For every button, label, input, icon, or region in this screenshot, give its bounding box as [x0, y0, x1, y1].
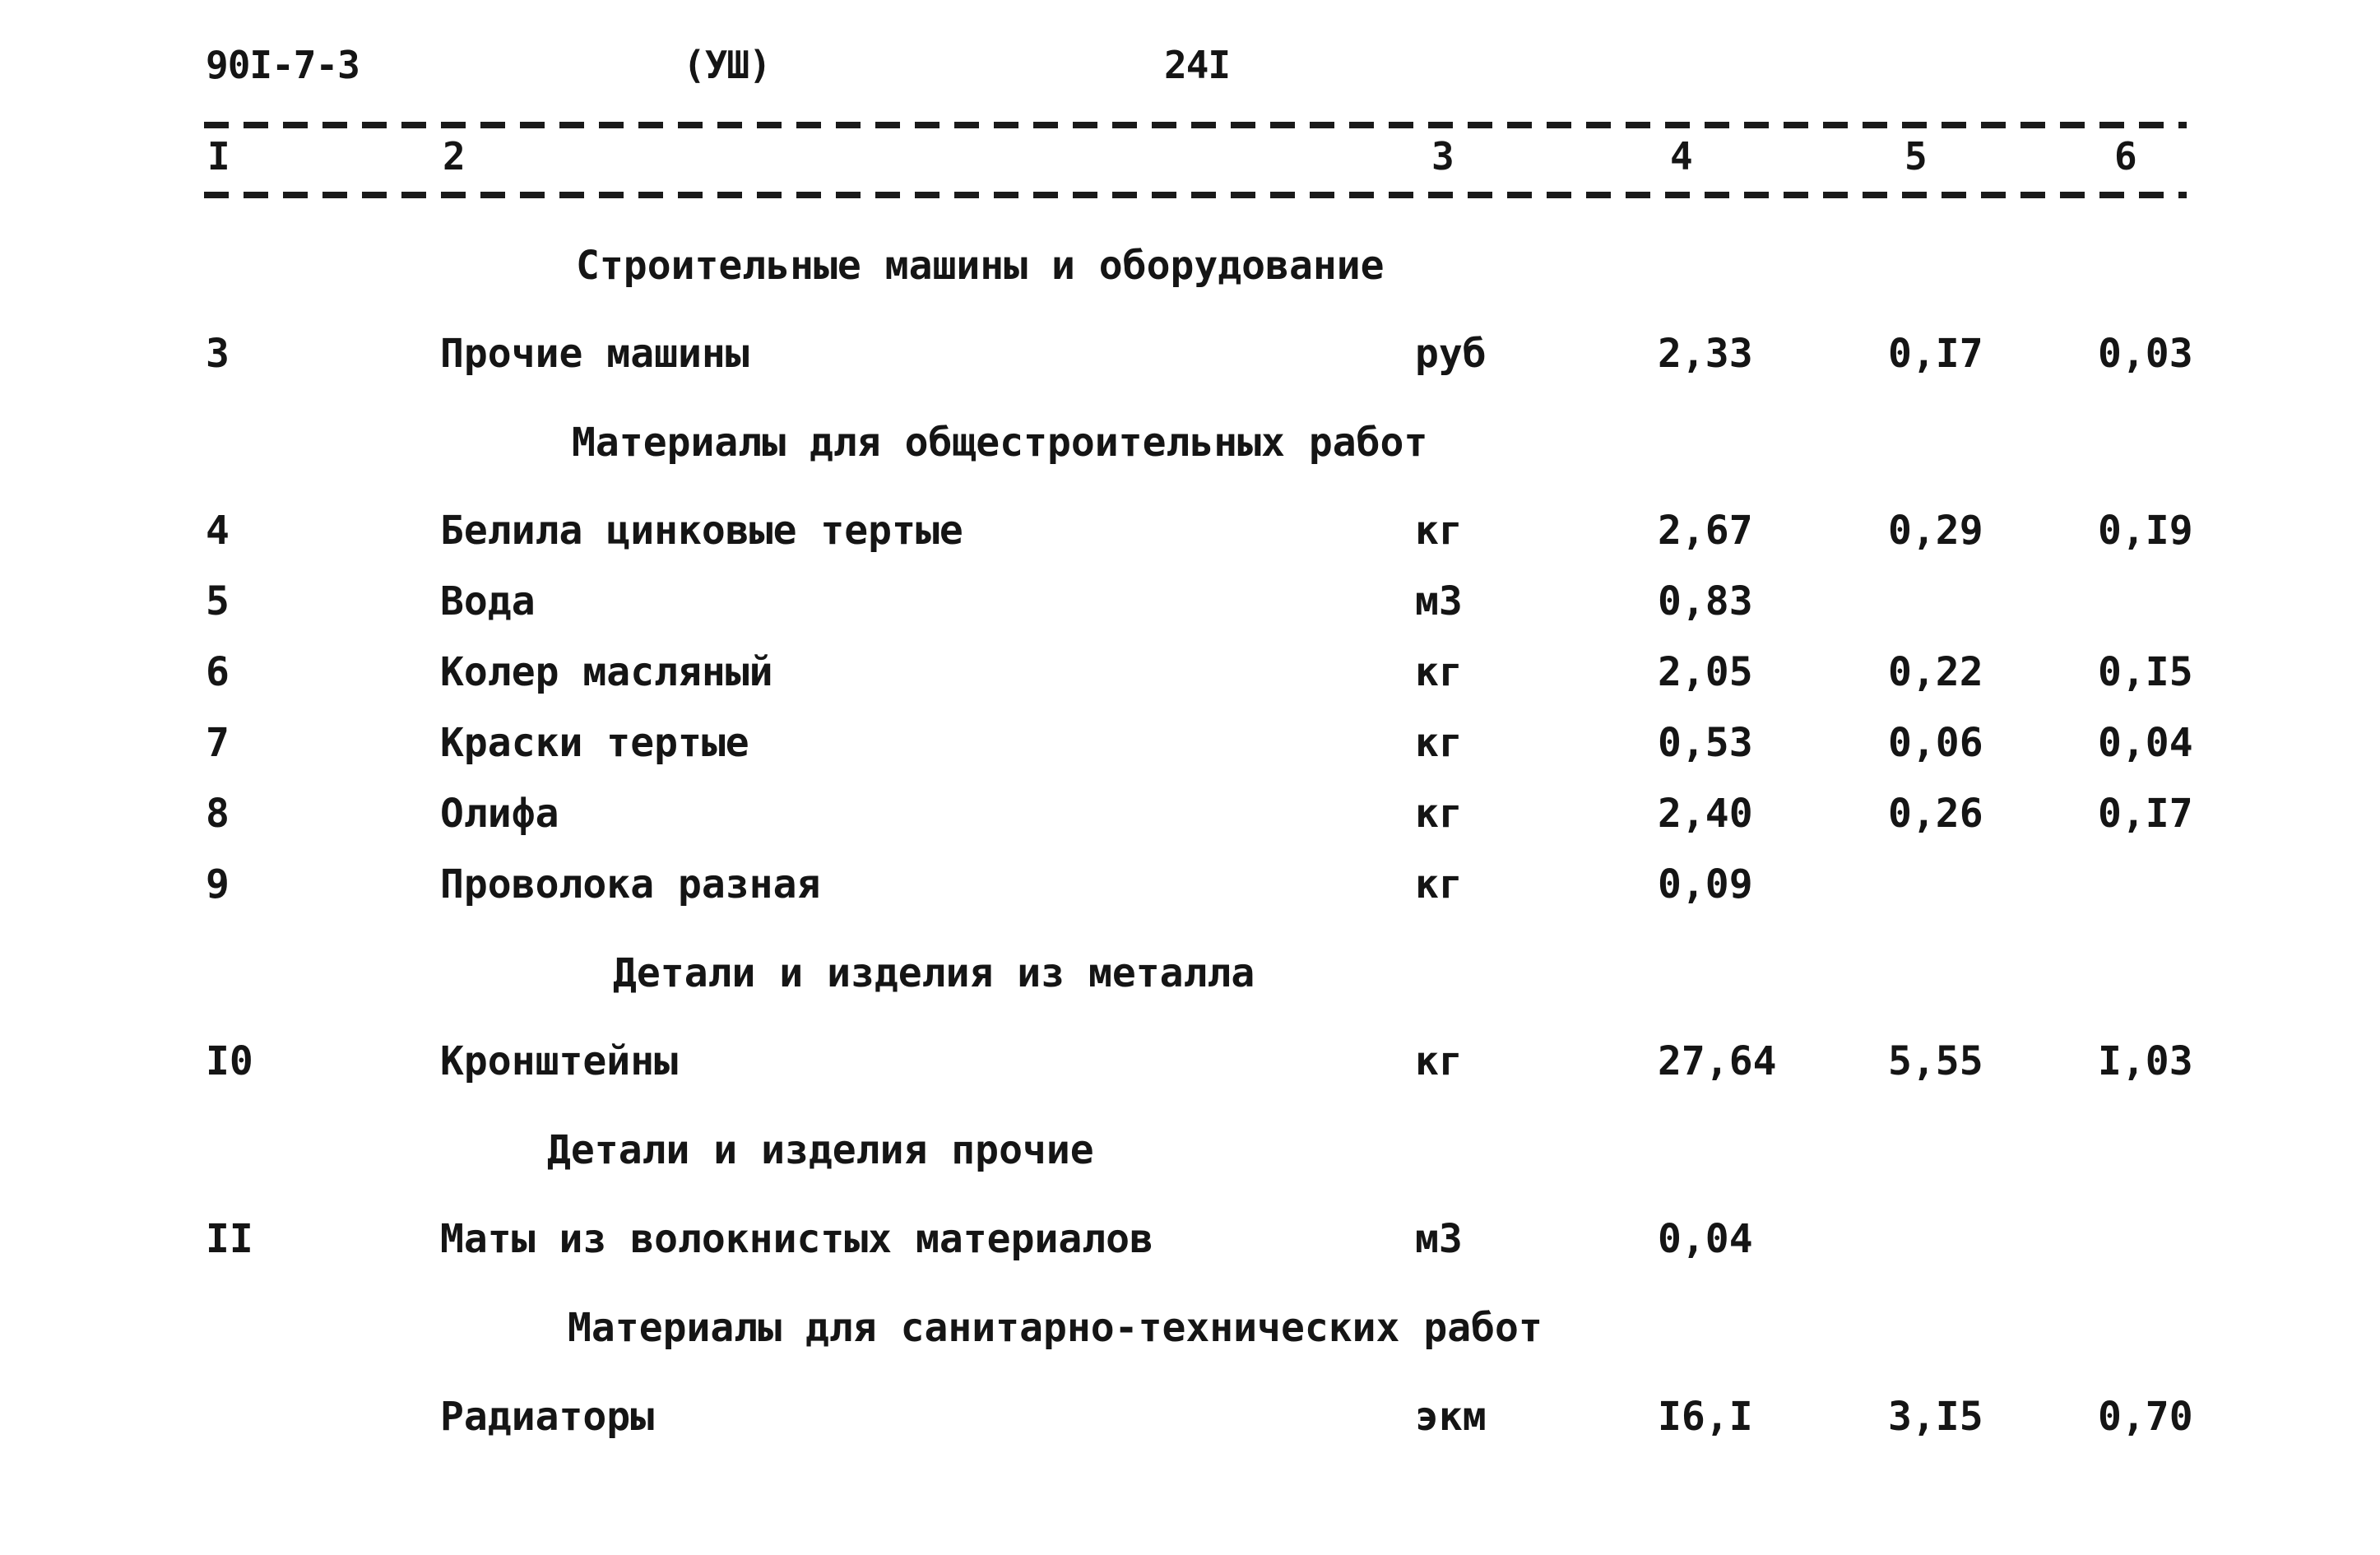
table-row — [0, 791, 2380, 840]
section-title: Материалы для санитарно-технических работ — [568, 1305, 1543, 1351]
row-value-5: 0,I7 — [1888, 331, 1983, 377]
row-number: 9 — [206, 861, 230, 907]
row-unit: кг — [1415, 1038, 1463, 1084]
row-value-6: 0,I9 — [2098, 508, 2193, 554]
section-title: Строительные машины и оборудование — [576, 243, 1385, 289]
row-number: 5 — [206, 578, 230, 624]
row-value-4: 0,09 — [1658, 861, 1753, 907]
row-number: 6 — [206, 649, 230, 695]
table-row — [0, 1394, 2380, 1443]
table-row — [0, 1038, 2380, 1088]
row-number: I0 — [206, 1038, 253, 1084]
table-row — [0, 1216, 2380, 1265]
doc-code: 90I-7-3 — [206, 43, 360, 87]
row-number: II — [206, 1216, 253, 1262]
row-number: 3 — [206, 331, 230, 377]
page-number: 24I — [1164, 43, 1231, 87]
column-header-6: 6 — [2114, 134, 2137, 179]
row-value-4: 2,05 — [1658, 649, 1753, 695]
row-value-4: 0,83 — [1658, 578, 1753, 624]
table-row — [0, 861, 2380, 911]
row-unit: кг — [1415, 791, 1463, 837]
row-value-4: 0,53 — [1658, 720, 1753, 766]
header-rule-top — [204, 122, 2187, 128]
row-value-5: 5,55 — [1888, 1038, 1983, 1084]
row-name: Прочие машины — [440, 331, 749, 377]
row-name: Колер масляный — [440, 649, 773, 695]
column-header-1: I — [207, 134, 230, 179]
row-value-4: 2,40 — [1658, 791, 1753, 837]
row-name: Вода — [440, 578, 536, 624]
row-name: Олифа — [440, 791, 559, 837]
row-name: Кронштейны — [440, 1038, 678, 1084]
row-name: Маты из волокнистых материалов — [440, 1216, 1153, 1262]
column-header-3: 3 — [1431, 134, 1454, 179]
row-value-4: I6,I — [1658, 1394, 1753, 1440]
row-value-4: 27,64 — [1658, 1038, 1777, 1084]
row-unit: кг — [1415, 649, 1463, 695]
row-number: 8 — [206, 791, 230, 837]
row-name: Белила цинковые тертые — [440, 508, 963, 554]
row-unit: экм — [1415, 1394, 1487, 1440]
column-header-5: 5 — [1904, 134, 1928, 179]
row-value-6: 0,I7 — [2098, 791, 2193, 837]
row-name: Краски тертые — [440, 720, 749, 766]
row-name: Радиаторы — [440, 1394, 655, 1440]
row-value-4: 2,67 — [1658, 508, 1753, 554]
row-number: 4 — [206, 508, 230, 554]
table-row — [0, 508, 2380, 557]
row-unit: руб — [1415, 331, 1487, 377]
table-row — [0, 720, 2380, 769]
row-unit: кг — [1415, 861, 1463, 907]
row-value-6: 0,03 — [2098, 331, 2193, 377]
row-value-6: 0,I5 — [2098, 649, 2193, 695]
row-value-5: 0,29 — [1888, 508, 1983, 554]
row-value-5: 0,22 — [1888, 649, 1983, 695]
section-title: Детали и изделия из металла — [613, 950, 1255, 996]
row-value-5: 0,26 — [1888, 791, 1983, 837]
row-number: 7 — [206, 720, 230, 766]
table-row — [0, 331, 2380, 380]
section-title: Детали и изделия прочие — [547, 1127, 1094, 1173]
row-value-6: 0,04 — [2098, 720, 2193, 766]
table-row — [0, 578, 2380, 628]
header-rule-bottom — [204, 192, 2187, 198]
row-value-6: I,03 — [2098, 1038, 2193, 1084]
row-value-5: 0,06 — [1888, 720, 1983, 766]
section-title: Материалы для общестроительных работ — [572, 420, 1428, 466]
row-value-5: 3,I5 — [1888, 1394, 1983, 1440]
row-unit: кг — [1415, 720, 1463, 766]
row-value-6: 0,70 — [2098, 1394, 2193, 1440]
table-row — [0, 649, 2380, 699]
row-unit: кг — [1415, 508, 1463, 554]
column-header-2: 2 — [443, 134, 466, 179]
volume-label: (УШ) — [683, 43, 771, 87]
row-value-4: 0,04 — [1658, 1216, 1753, 1262]
row-name: Проволока разная — [440, 861, 821, 907]
row-value-4: 2,33 — [1658, 331, 1753, 377]
column-header-4: 4 — [1670, 134, 1693, 179]
row-unit: м3 — [1415, 1216, 1463, 1262]
row-unit: м3 — [1415, 578, 1463, 624]
